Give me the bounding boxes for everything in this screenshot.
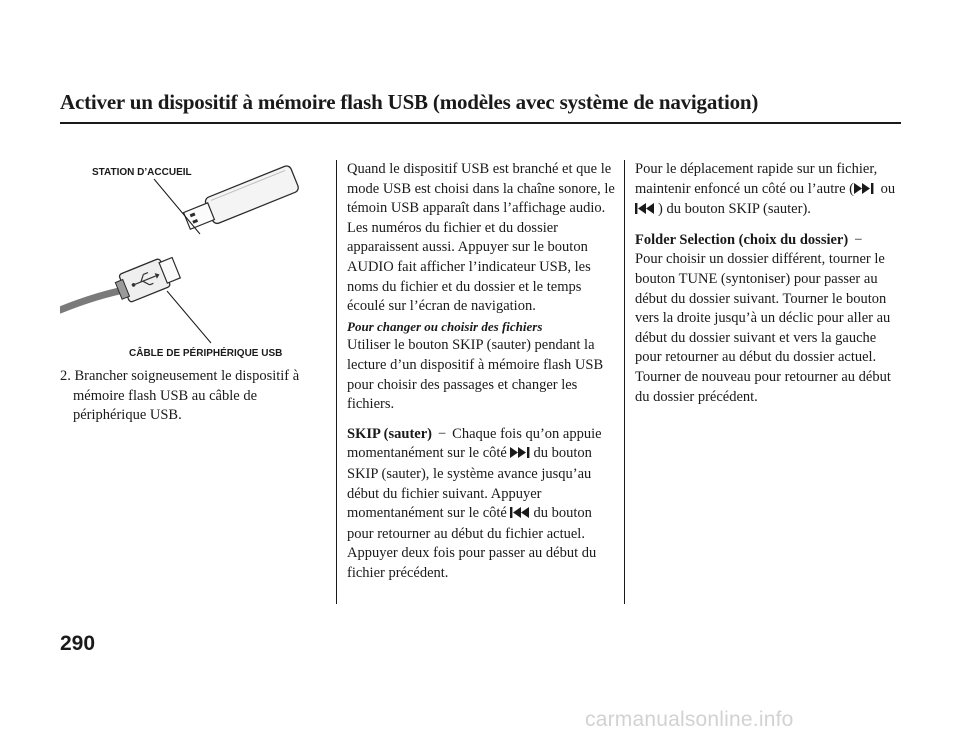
- usb-drive-cable-drawing: [60, 160, 315, 360]
- skip-text-1: Chaque fois qu’on appuie momentanément sur le côté: [347, 425, 602, 462]
- skip-back-icon: [510, 505, 533, 525]
- folder-text: Pour choisir un dossier différent, tourner le bouton TUNE (syntoniser) pour passer au début du dossier suivant. Tourner le bouton vers la droite jusqu’à un déclic pour aller au début du dossier suivant et vers la gauche pour retourner au début du dossier actuel. Tourner de nouveau pour retourner au début du dossier précédent.: [635, 251, 891, 405]
- dash: −: [437, 425, 447, 442]
- step-item: [60, 367, 315, 426]
- usb-mode-paragraph: Quand le dispositif USB est branché et que le mode USB est choisi dans la chaîne sonore, le témoin USB apparaît dans l’affichage audio. Les numéros du fichier et du dossier apparaissent aussi. Appuyer sur le bouton AUDIO fait afficher l’indicateur USB, les noms du fichier et du dossier et le temps écoulé sur l’écran de navigation.: [347, 161, 615, 315]
- step-number: 2.: [60, 368, 71, 384]
- skip-paragraph: [347, 425, 615, 584]
- label-station: STATION D’ACCUEIL: [92, 167, 192, 178]
- folder-term: Folder Selection (choix du dossier): [635, 231, 849, 248]
- label-cable: CÂBLE DE PÉRIPHÉRIQUE USB: [129, 348, 283, 359]
- usb-illustration: [60, 160, 315, 360]
- page-title: Activer un dispositif à mémoire flash USB (modèles avec système de navigation): [60, 90, 759, 114]
- dash: −: [854, 231, 863, 248]
- skip-text-2: du bouton SKIP (sauter), le système avance jusqu’au début du fichier suivant. Appuyer momentanément sur le côté: [347, 445, 592, 522]
- column-divider-1: [336, 160, 337, 604]
- subheading-change-files: Pour changer ou choisir des fichiers: [347, 318, 543, 334]
- skip-text-3: du bouton pour retourner au début du fichier actuel. Appuyer deux fois pour passer au début du fichier précédent.: [347, 505, 597, 581]
- fast-move-text-1: Pour le déplacement rapide sur un fichier, maintenir enfoncé un côté ou l’autre (: [635, 161, 878, 197]
- right-column: [635, 160, 905, 407]
- skip-intro-paragraph: Utiliser le bouton SKIP (sauter) pendant la lecture d’un dispositif à mémoire flash USB pour choisir des passages et changer les fichiers.: [347, 337, 604, 413]
- folder-selection-paragraph: [635, 231, 905, 407]
- fast-move-text-2: ) du bouton SKIP (sauter).: [658, 201, 811, 218]
- middle-column: [347, 160, 615, 583]
- step-text: Brancher soigneusement le dispositif à mémoire flash USB au câble de périphérique USB.: [73, 368, 300, 424]
- page-number: 290: [60, 632, 96, 655]
- column-divider-2: [624, 160, 625, 604]
- skip-forward-icon: [510, 445, 533, 465]
- title-rule: [60, 122, 901, 124]
- skip-back-icon: [635, 201, 658, 221]
- watermark: carmanualsonline.info: [585, 708, 794, 731]
- skip-term: SKIP (sauter): [347, 425, 432, 442]
- skip-forward-icon: [854, 181, 877, 201]
- fast-move-paragraph: [635, 160, 905, 221]
- fast-move-or: ou: [880, 180, 896, 197]
